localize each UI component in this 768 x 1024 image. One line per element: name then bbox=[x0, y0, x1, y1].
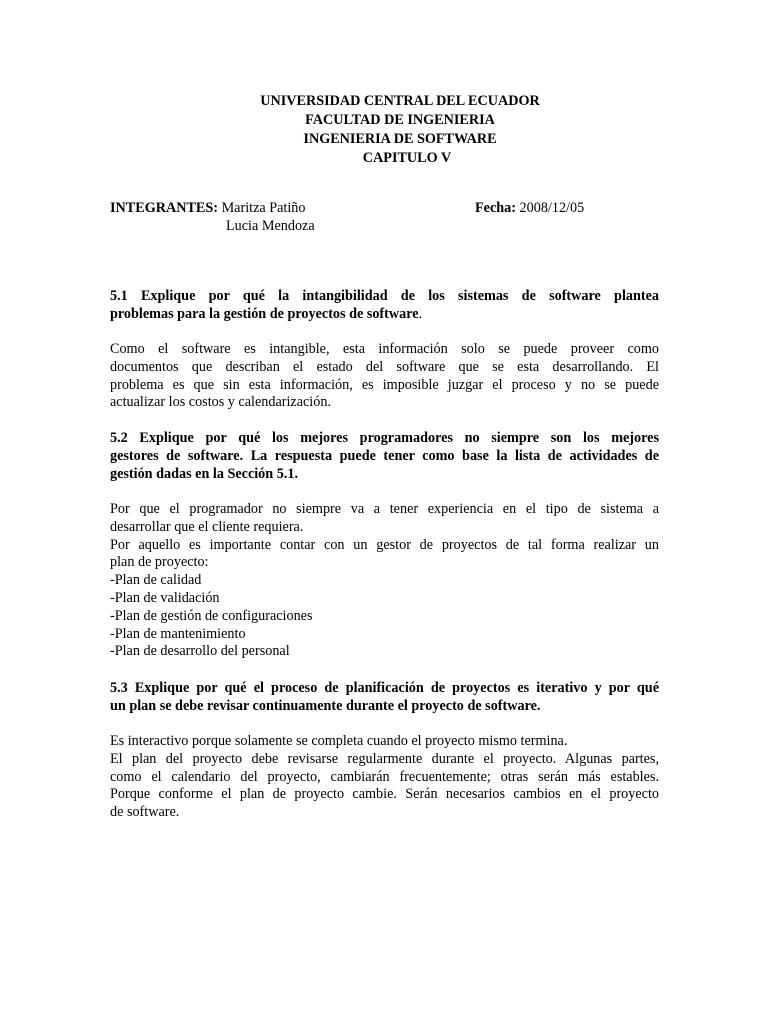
date-value: 2008/12/05 bbox=[519, 200, 585, 216]
question-5-3 bbox=[110, 680, 659, 716]
answer-line: Como el software es intangible, esta información solo se puede proveer como bbox=[110, 341, 659, 357]
plan-item: -Plan de validación bbox=[110, 589, 220, 606]
plan-item: -Plan de gestión de configuraciones bbox=[110, 607, 313, 624]
question-5-1 bbox=[110, 288, 659, 324]
members-label: INTEGRANTES: bbox=[110, 200, 219, 216]
question-line: gestores de software. La respuesta puede tener como base la lista de actividades de bbox=[110, 447, 659, 464]
member-1: Maritza Patiño bbox=[221, 200, 306, 216]
question-line: 5.1 Explique por qué la intangibilidad de los sistemas de software plantea bbox=[110, 288, 659, 304]
answer-line: Porque conforme el plan de proyecto cambie. Serán necesarios cambios en el proyecto bbox=[110, 786, 659, 803]
answer-5-2 bbox=[110, 501, 659, 661]
answer-line: de software. bbox=[110, 804, 180, 821]
answer-5-3 bbox=[110, 733, 659, 822]
date-row bbox=[475, 199, 584, 218]
date-label: Fecha: bbox=[475, 200, 516, 216]
program-name: INGENIERIA DE SOFTWARE bbox=[303, 131, 497, 147]
answer-line: plan de proyecto: bbox=[110, 554, 209, 571]
chapter-title: CAPITULO V bbox=[362, 150, 452, 166]
answer-line: problema es que sin esta información, es imposible juzgar el proceso y no se puede bbox=[110, 376, 659, 393]
answer-line: Por que el programador no siempre va a tener experiencia en el tipo de sistema a bbox=[110, 501, 659, 517]
question-line: un plan se debe revisar continuamente durante el proyecto de software. bbox=[110, 697, 541, 714]
question-line: gestión dadas en la Sección 5.1. bbox=[110, 465, 298, 482]
answer-line: Por aquello es importante contar con un gestor de proyectos de tal forma realizar un bbox=[110, 536, 659, 553]
members-row bbox=[110, 199, 305, 218]
faculty-name: FACULTAD DE INGENIERIA bbox=[305, 112, 495, 128]
question-line: 5.2 Explique por qué los mejores programadores no siempre son los mejores bbox=[110, 430, 659, 446]
plan-item: -Plan de mantenimiento bbox=[110, 625, 246, 642]
question-line: 5.3 Explique por qué el proceso de planificación de proyectos es iterativo y por qué bbox=[110, 680, 659, 696]
question-line: problemas para la gestión de proyectos de software. bbox=[110, 305, 423, 322]
question-5-2 bbox=[110, 430, 659, 483]
answer-5-1 bbox=[110, 341, 659, 412]
answer-line: Es interactivo porque solamente se completa cuando el proyecto mismo termina. bbox=[110, 733, 568, 749]
answer-line: El plan del proyecto debe revisarse regularmente durante el proyecto. Algunas partes, bbox=[110, 750, 659, 767]
answer-line: documentos que describan el estado del software que se esta desarrollando. El bbox=[110, 358, 659, 375]
member-2: Lucia Mendoza bbox=[226, 218, 315, 234]
university-name: UNIVERSIDAD CENTRAL DEL ECUADOR bbox=[260, 93, 540, 109]
answer-line: actualizar los costos y calendarización. bbox=[110, 394, 331, 411]
answer-line: como el calendario del proyecto, cambiarán frecuentemente; otras serán más estables. bbox=[110, 768, 659, 785]
answer-line: desarrollar que el cliente requiera. bbox=[110, 518, 304, 535]
document-header bbox=[0, 92, 768, 168]
plan-item: -Plan de calidad bbox=[110, 572, 202, 589]
plan-item: -Plan de desarrollo del personal bbox=[110, 643, 290, 660]
